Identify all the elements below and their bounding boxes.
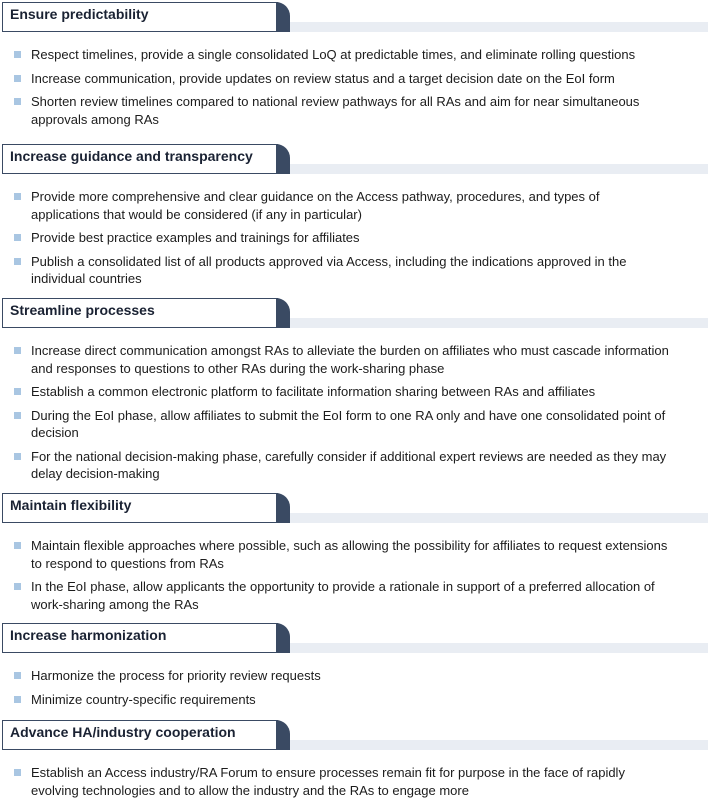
list-item: Establish a common electronic platform to facilitate information sharing between RAs and affiliates	[0, 383, 671, 401]
header-band	[250, 513, 708, 523]
list-item: Increase direct communication amongst RAs to alleviate the burden on affiliates who must cascade information and responses to questions to other RAs during the work-sharing phase	[0, 342, 671, 377]
section-header	[0, 142, 708, 176]
section-header	[0, 491, 708, 525]
header-band	[250, 643, 708, 653]
section-title: Ensure predictability	[10, 6, 149, 22]
square-bullet-icon	[14, 51, 21, 58]
bullet-list	[0, 667, 708, 708]
tab-corner-decoration	[276, 298, 290, 328]
list-item: Increase communication, provide updates on review status and a target decision date on the EoI form	[0, 70, 671, 88]
header-band	[250, 164, 708, 174]
section-title: Advance HA/industry cooperation	[10, 724, 236, 740]
square-bullet-icon	[14, 453, 21, 460]
section-increase-guidance	[0, 142, 708, 294]
bullet-list	[0, 46, 708, 128]
square-bullet-icon	[14, 583, 21, 590]
list-item: Minimize country-specific requirements	[0, 691, 671, 709]
bullet-list	[0, 764, 708, 799]
bullet-list	[0, 342, 708, 483]
bullet-list	[0, 537, 708, 613]
list-item: Maintain flexible approaches where possible, such as allowing the possibility for affiliates to request extensions to respond to questions from RAs	[0, 537, 671, 572]
tab-corner-decoration	[276, 144, 290, 174]
list-item: Establish an Access industry/RA Forum to ensure processes remain fit for purpose in the face of rapidly evolving technologies and to allow the industry and the RAs to engage more	[0, 764, 671, 799]
list-item: Publish a consolidated list of all products approved via Access, including the indications approved in the individual countries	[0, 253, 671, 288]
list-item: Respect timelines, provide a single consolidated LoQ at predictable times, and eliminate rolling questions	[0, 46, 671, 64]
square-bullet-icon	[14, 75, 21, 82]
section-streamline-processes	[0, 296, 708, 489]
header-band	[250, 318, 708, 328]
tab-corner-decoration	[276, 623, 290, 653]
square-bullet-icon	[14, 193, 21, 200]
square-bullet-icon	[14, 258, 21, 265]
square-bullet-icon	[14, 412, 21, 419]
bullet-list	[0, 188, 708, 288]
tab-corner-decoration	[276, 2, 290, 32]
list-item: Provide more comprehensive and clear guidance on the Access pathway, procedures, and types of applications that would be considered (if any in particular)	[0, 188, 671, 223]
square-bullet-icon	[14, 696, 21, 703]
square-bullet-icon	[14, 542, 21, 549]
section-header	[0, 296, 708, 330]
list-item: In the EoI phase, allow applicants the opportunity to provide a rationale in support of a preferred allocation of work-sharing among the RAs	[0, 578, 671, 613]
square-bullet-icon	[14, 347, 21, 354]
tab-corner-decoration	[276, 493, 290, 523]
square-bullet-icon	[14, 769, 21, 776]
square-bullet-icon	[14, 672, 21, 679]
list-item: During the EoI phase, allow affiliates to submit the EoI form to one RA only and have one consolidated point of decision	[0, 407, 671, 442]
square-bullet-icon	[14, 98, 21, 105]
section-maintain-flexibility	[0, 491, 708, 619]
section-title: Increase guidance and transparency	[10, 148, 253, 164]
section-increase-harmonization	[0, 621, 708, 714]
square-bullet-icon	[14, 234, 21, 241]
header-band	[250, 22, 708, 32]
list-item: Provide best practice examples and trainings for affiliates	[0, 229, 671, 247]
section-title: Maintain flexibility	[10, 497, 132, 513]
section-title: Streamline processes	[10, 302, 155, 318]
tab-corner-decoration	[276, 720, 290, 750]
section-ensure-predictability	[0, 0, 708, 134]
section-header	[0, 0, 708, 34]
header-band	[250, 740, 708, 750]
square-bullet-icon	[14, 388, 21, 395]
list-item: Shorten review timelines compared to national review pathways for all RAs and aim for near simultaneous approvals among RAs	[0, 93, 671, 128]
list-item: Harmonize the process for priority review requests	[0, 667, 671, 685]
section-title: Increase harmonization	[10, 627, 167, 643]
list-item: For the national decision-making phase, carefully consider if additional expert reviews are needed as they may delay decision-making	[0, 448, 671, 483]
section-advance-cooperation	[0, 718, 708, 805]
section-header	[0, 621, 708, 655]
section-header	[0, 718, 708, 752]
